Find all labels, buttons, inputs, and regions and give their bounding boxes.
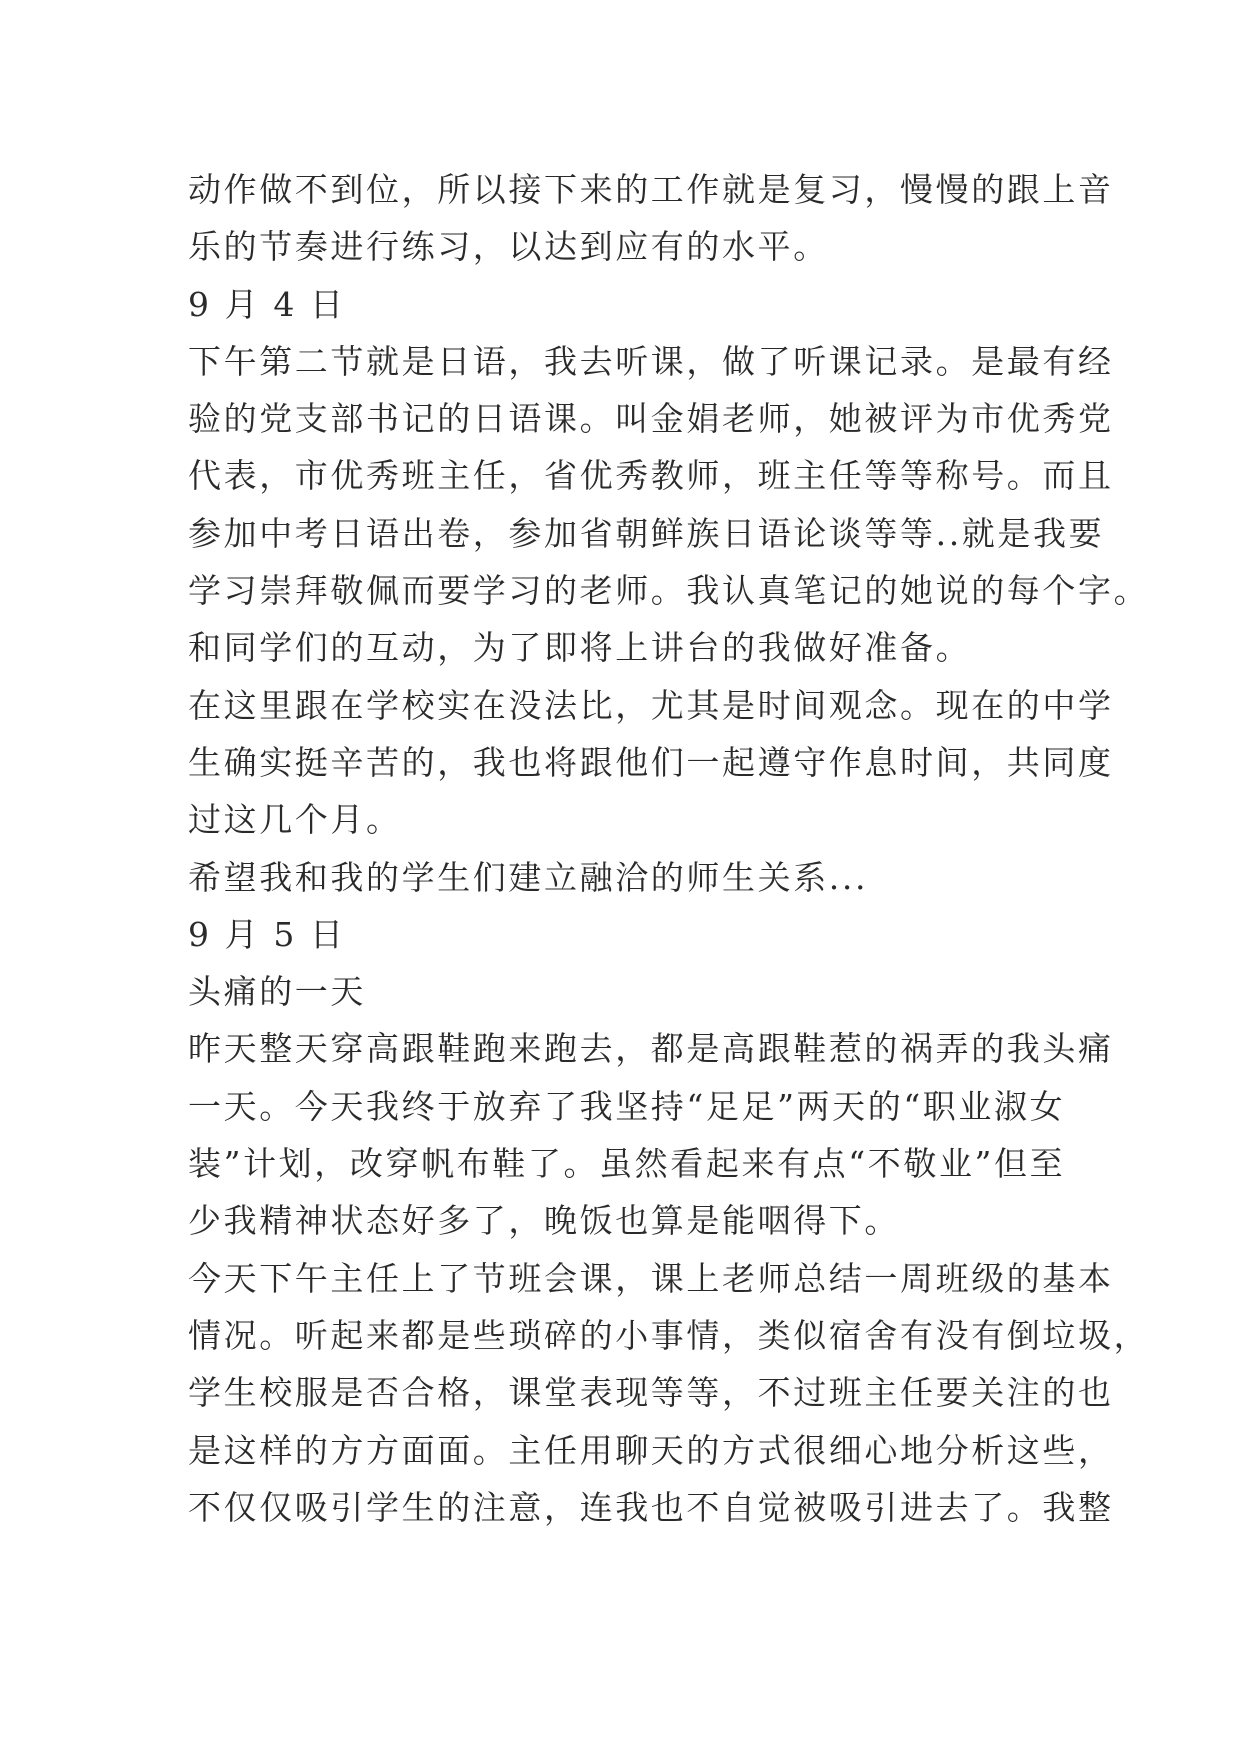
text-line: 代表，市优秀班主任，省优秀教师，班主任等等称号。而且 (188, 456, 1114, 496)
text-line: 和同学们的互动，为了即将上讲台的我做好准备。 (188, 628, 972, 668)
text-line: 生确实挺辛苦的，我也将跟他们一起遵守作息时间，共同度 (188, 742, 1114, 782)
text-line: 动作做不到位，所以接下来的工作就是复习，慢慢的跟上音 (188, 170, 1114, 209)
text-line: 昨天整天穿高跟鞋跑来跑去，都是高跟鞋惹的祸弄的我头痛 (188, 1029, 1114, 1069)
text-line: 下午第二节就是日语，我去听课，做了听课记录。是最有经 (188, 341, 1114, 381)
text-line: 情况。听起来都是些琐碎的小事情，类似宿舍有没有倒垃圾， (188, 1315, 1150, 1355)
text-line: 是这样的方方面面。主任用聊天的方式很细心地分析这些， (188, 1430, 1114, 1470)
text-line: 过这几个月。 (188, 800, 402, 840)
date-heading: 9 月 5 日 (188, 914, 346, 954)
text-line: 今天下午主任上了节班会课，课上老师总结一周班级的基本 (188, 1258, 1114, 1298)
text-line: 验的党支部书记的日语课。叫金娟老师，她被评为市优秀党 (188, 399, 1114, 439)
text-line: 学习崇拜敬佩而要学习的老师。我认真笔记的她说的每个字。 (188, 571, 1150, 611)
text-line: 不仅仅吸引学生的注意，连我也不自觉被吸引进去了。我整 (188, 1487, 1114, 1527)
text-line: 装”计划，改穿帆布鞋了。虽然看起来有点“不敬业”但至 (188, 1144, 1066, 1184)
body-text (188, 161, 1150, 1536)
text-line: 希望我和我的学生们建立融洽的师生关系... (188, 857, 869, 897)
text-line: 乐的节奏进行练习，以达到应有的水平。 (188, 227, 829, 267)
date-heading: 9 月 4 日 (188, 284, 346, 324)
text-line: 学生校服是否合格，课堂表现等等，不过班主任要关注的也 (188, 1373, 1114, 1413)
text-line: 一天。今天我终于放弃了我坚持“足足”两天的“职业淑女 (188, 1086, 1066, 1126)
text-line: 少我精神状态好多了，晚饭也算是能咽得下。 (188, 1201, 900, 1241)
text-line: 在这里跟在学校实在没法比，尤其是时间观念。现在的中学 (188, 685, 1114, 725)
entry-title: 头痛的一天 (188, 972, 366, 1012)
text-line: 参加中考日语出卷，参加省朝鲜族日语论谈等等..就是我要 (188, 513, 1105, 553)
